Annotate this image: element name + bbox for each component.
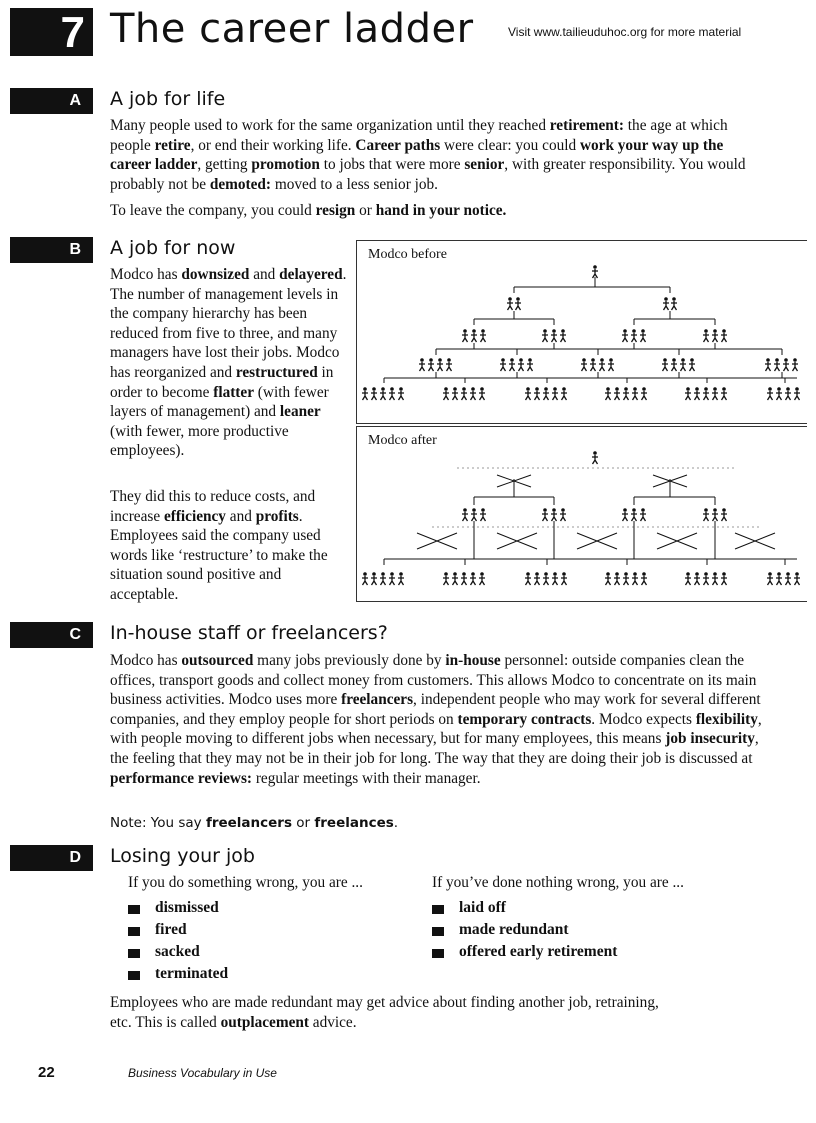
section-b-title: A job for now bbox=[110, 237, 236, 259]
section-d-col2-heading: If you’ve done nothing wrong, you are ... bbox=[432, 874, 684, 891]
section-d-tab: D bbox=[10, 845, 93, 871]
wrongdoing-dismissal-list bbox=[128, 897, 228, 985]
book-title: Business Vocabulary in Use bbox=[128, 1066, 277, 1080]
list-item: laid off bbox=[432, 897, 617, 919]
unit-number-badge: 7 bbox=[10, 8, 93, 56]
org-chart-after bbox=[357, 427, 807, 601]
unit-title: The career ladder bbox=[110, 6, 474, 52]
page-number: 22 bbox=[38, 1064, 55, 1081]
level-2-group bbox=[507, 297, 677, 310]
org-chart-before bbox=[357, 241, 807, 423]
section-a-paragraph-1: Many people used to work for the same organization until they reached retirement: the age at which people retire, or end their working life. Career paths were clear: you could work your way up the career ladder, getting promotion to jobs that were more senior, with greater responsibility. You would probably not be demoted: moved to a less senior job. bbox=[110, 117, 746, 193]
no-fault-dismissal-list bbox=[432, 897, 617, 963]
after-level-2-group bbox=[462, 508, 727, 521]
after-level-3-group bbox=[362, 572, 800, 585]
section-b-paragraph-2: They did this to reduce costs, and increase efficiency and profits. Employees said the company used words like ‘restructure’ to make the situation sound positive and acceptable. bbox=[110, 488, 328, 603]
diagram-modco-before bbox=[356, 240, 807, 424]
list-item: made redundant bbox=[432, 919, 617, 941]
section-a-tab: A bbox=[10, 88, 93, 114]
section-a-title: A job for life bbox=[110, 88, 226, 110]
diagram-after-label: Modco after bbox=[368, 433, 437, 448]
level-3-group bbox=[462, 329, 727, 342]
level-5-group bbox=[362, 387, 800, 400]
section-c-title: In-house staff or freelancers? bbox=[110, 622, 388, 644]
list-item: terminated bbox=[128, 963, 228, 985]
section-c-paragraph-1: Modco has outsourced many jobs previously done by in-house personnel: outside companies clean the offices, transport goods and collect money from customers. This allows Modco to concentrate on its main business activities. Modco uses more freelancers, independent people who may work for several different companies, and they employ people for short periods on temporary contracts. Modco expects flexibility, with people moving to different jobs when necessary, but for many employees, this means job insecurity, the feeling that they may not be in their job for long. The way that they are doing their job is discussed at performance reviews: regular meetings with their manager. bbox=[110, 652, 762, 787]
section-b-tab: B bbox=[10, 237, 93, 263]
section-a-paragraph-2: To leave the company, you could resign or hand in your notice. bbox=[110, 202, 507, 219]
section-c-note: Note: You say freelancers or freelances. bbox=[110, 815, 399, 831]
diagram-modco-after bbox=[356, 426, 807, 602]
list-item: sacked bbox=[128, 941, 228, 963]
site-note: Visit www.tailieuduhoc.org for more material bbox=[508, 25, 742, 39]
section-d-title: Losing your job bbox=[110, 845, 255, 867]
level-1-group bbox=[592, 265, 598, 278]
section-d-col1-heading: If you do something wrong, you are ... bbox=[128, 874, 363, 891]
diagram-before-label: Modco before bbox=[368, 247, 447, 262]
list-item: fired bbox=[128, 919, 228, 941]
list-item: offered early retirement bbox=[432, 941, 617, 963]
after-level-1-group bbox=[592, 451, 598, 464]
section-d-paragraph-1: Employees who are made redundant may get advice about finding another job, retraining, etc. This is called outplacement advice. bbox=[110, 994, 659, 1031]
section-b-paragraph-1: Modco has downsized and delayered. The number of management levels in the company hierarchy has been reduced from five to three, and many managers have lost their jobs. Modco has reorganized and restructured in order to become flatter (with fewer layers of management) and leaner (with fewer, more productive employees). bbox=[110, 266, 347, 460]
level-4-group bbox=[419, 358, 798, 371]
section-c-tab: C bbox=[10, 622, 93, 648]
list-item: dismissed bbox=[128, 897, 228, 919]
